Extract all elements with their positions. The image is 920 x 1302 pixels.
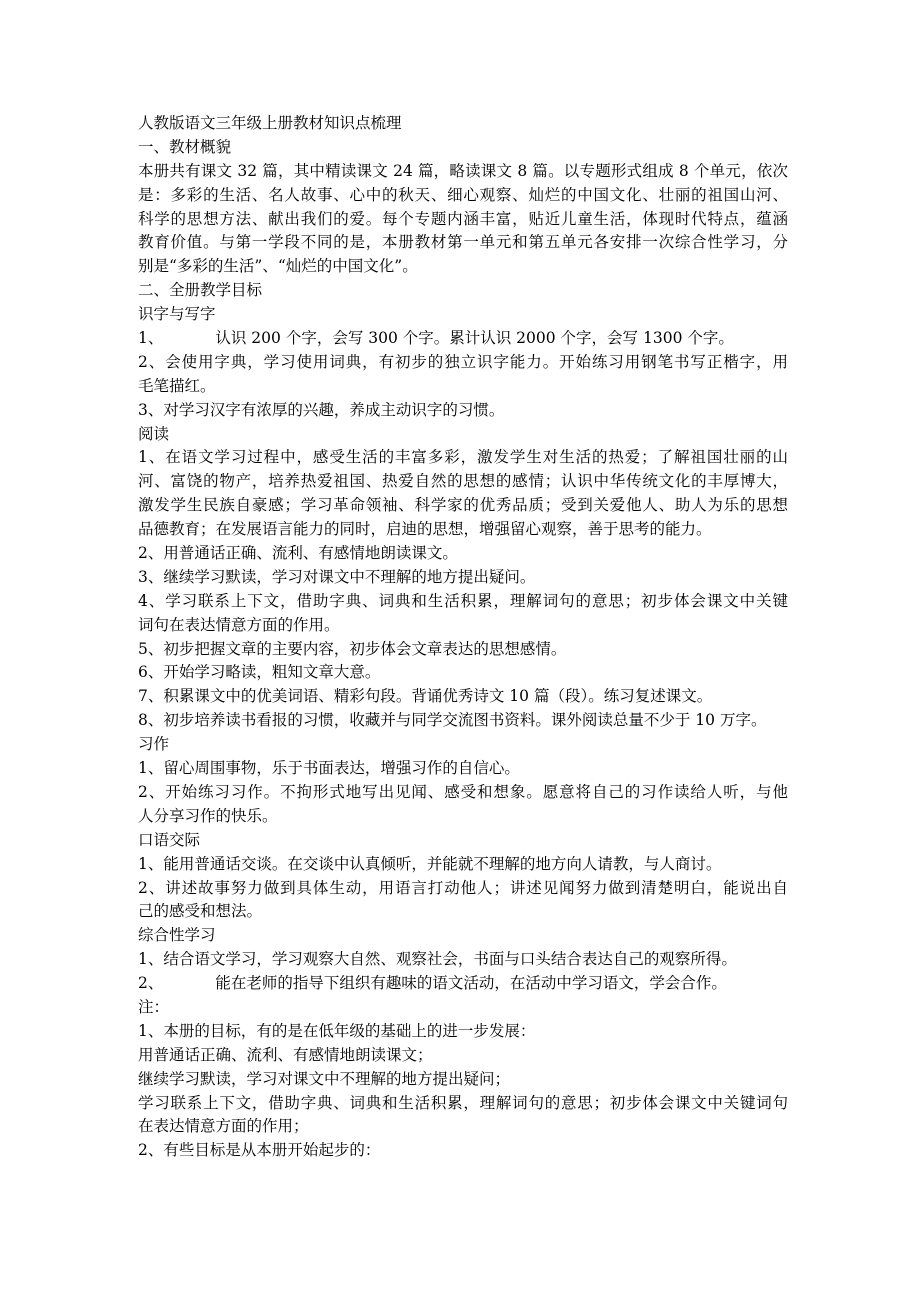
list-item-line: 己的感受和想法。 [138, 902, 263, 921]
list-item-line: 4、学习联系上下文，借助字典、词典和生活积累，理解词句的意思；初步体会课文中关键 [138, 591, 788, 610]
list-item: 5、初步把握文章的主要内容，初步体会文章表达的思想感情。 [138, 639, 567, 658]
list-item-line: 河、富饶的物产，培养热爱祖国、热爱自然的思想的感情；认识中华传统文化的丰厚博大， [138, 472, 788, 491]
list-item: 1、结合语文学习，学习观察大自然、观察社会，书面与口头结合表达自己的观察所得。 [138, 950, 737, 969]
list-item: 2、有些目标是从本册开始起步的： [138, 1141, 381, 1160]
list-item-line: 毛笔描红。 [138, 376, 216, 395]
list-item: 2、用普通话正确、流利、有感情地朗读课文。 [138, 544, 458, 563]
list-item-line: 2、会使用字典，学习使用词典，有初步的独立识字能力。开始练习用钢笔书写正楷字，用 [138, 352, 788, 371]
note-line: 继续学习默读，学习对课文中不理解的地方提出疑问； [138, 1069, 511, 1088]
list-item-line: 2、讲述故事努力做到具体生动，用语言打动他人；讲述见闻努力做到清楚明白，能说出自 [138, 878, 788, 897]
list-item: 8、初步培养读书看报的习惯，收藏并与同学交流图书资料。课外阅读总量不少于 10 万字。 [138, 711, 767, 730]
paragraph-line: 教育价值。与第一学段不同的是，本册教材第一单元和第五单元各安排一次综合性学习，分 [138, 233, 788, 252]
list-item: 7、积累课文中的优美词语、精彩句段。背诵优秀诗文 10 篇（段）。练习复述课文。 [138, 687, 713, 706]
item-number: 1、 [138, 329, 164, 348]
subheading-oral: 口语交际 [138, 830, 201, 849]
list-item-line: 激发学生民族自豪感；学习革命领袖、科学家的优秀品质；受到关爱他人、助人为乐的思想 [138, 496, 788, 515]
paragraph-line: 科学的思想方法、献出我们的爱。每个专题内涵丰富，贴近儿童生活，体现时代特点，蕴涵 [138, 209, 788, 228]
note-line: 学习联系上下文，借助字典、词典和生活积累，理解词句的意思；初步体会课文中关键词句 [138, 1093, 788, 1112]
list-item [138, 327, 788, 351]
item-text: 能在老师的指导下组织有趣味的语文活动，在活动中学习语文，学会合作。 [215, 974, 727, 993]
list-item: 1、本册的目标，有的是在低年级的基础上的进一步发展： [138, 1021, 536, 1040]
list-item-line: 品德教育；在发展语言能力的同时，启迪的思想，增强留心观察，善于思考的能力。 [138, 520, 712, 539]
item-number: 2、 [138, 974, 164, 993]
list-item-line: 2、开始练习习作。不拘形式地写出见闻、感受和想象。愿意将自己的习作读给人听，与他 [138, 782, 788, 801]
list-item: 6、开始学习略读，粗知文章大意。 [138, 663, 381, 682]
list-item [138, 972, 788, 996]
item-text: 认识 200 个字，会写 300 个字。累计认识 2000 个字，会写 1300 个字。 [215, 329, 734, 348]
list-item-line: 1、在语文学习过程中，感受生活的丰富多彩，激发学生对生活的热爱；了解祖国壮丽的山 [138, 448, 788, 467]
note-line: 在表达情意方面的作用； [138, 1117, 309, 1136]
note-line: 用普通话正确、流利、有感情地朗读课文； [138, 1045, 433, 1064]
section-heading-goals: 二、全册教学目标 [138, 281, 263, 300]
subheading-comprehensive: 综合性学习 [138, 926, 216, 945]
paragraph-line: 别是“多彩的生活”、“灿烂的中国文化”。 [138, 257, 418, 276]
subheading-writing: 习作 [138, 735, 170, 754]
list-item: 1、能用普通话交谈。在交谈中认真倾听，并能就不理解的地方向人请教，与人商讨。 [138, 854, 722, 873]
paragraph-line: 是：多彩的生活、名人故事、心中的秋天、细心观察、灿烂的中国文化、壮丽的祖国山河、 [138, 185, 788, 204]
section-heading-overview: 一、教材概貌 [138, 137, 232, 156]
paragraph-line: 本册共有课文 32 篇，其中精读课文 24 篇，略读课文 8 篇。以专题形式组成 8 个单元，依次 [138, 161, 788, 180]
document-title: 人教版语文三年级上册教材知识点梳理 [138, 114, 402, 132]
list-item: 1、留心周围事物，乐于书面表达，增强习作的自信心。 [138, 759, 520, 778]
subheading-reading: 阅读 [138, 424, 170, 443]
subheading-literacy: 识字与写字 [138, 305, 216, 324]
list-item: 3、继续学习默读，学习对课文中不理解的地方提出疑问。 [138, 567, 536, 586]
list-item-line: 人分享习作的快乐。 [138, 806, 278, 825]
document-page [138, 112, 788, 1163]
notes-heading: 注： [138, 997, 170, 1016]
list-item-line: 词句在表达情意方面的作用。 [138, 615, 340, 634]
list-item: 3、对学习汉字有浓厚的兴趣，养成主动识字的习惯。 [138, 400, 505, 419]
